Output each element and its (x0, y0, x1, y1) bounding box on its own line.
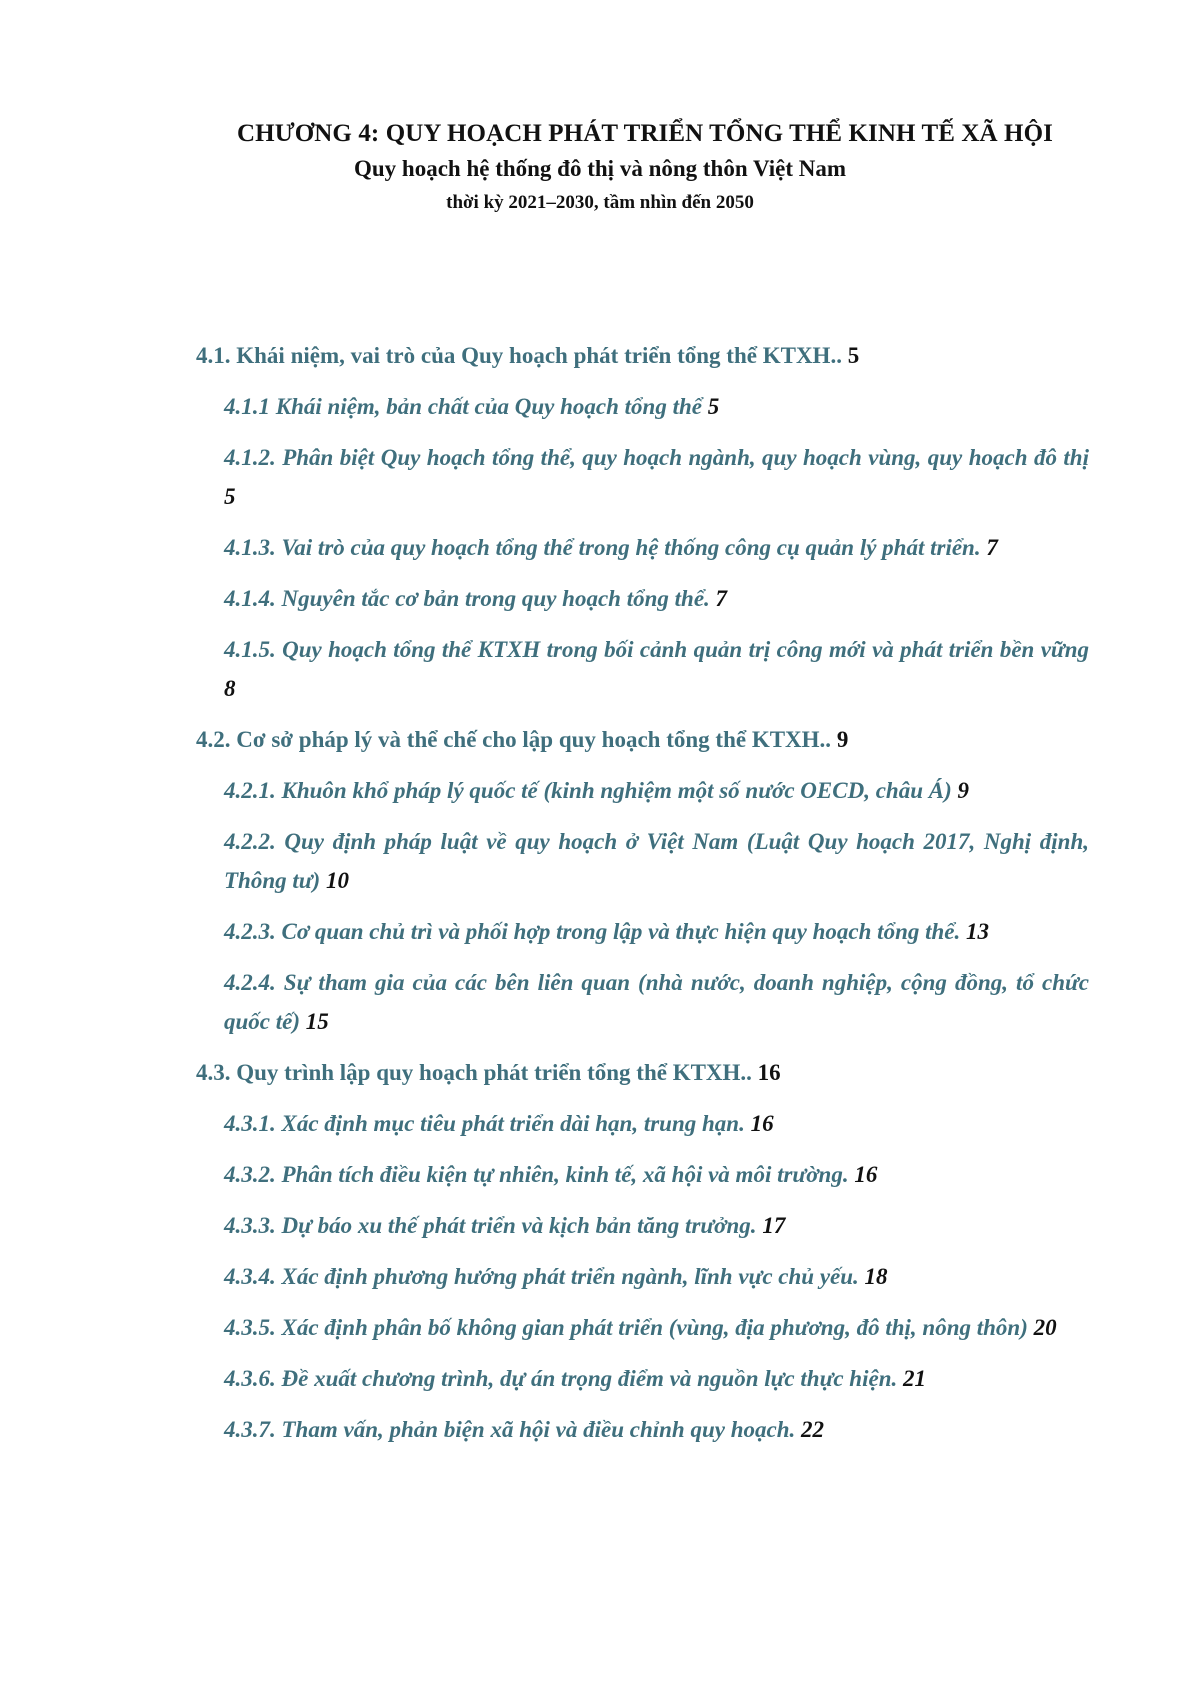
toc-entry-page: 20 (1033, 1315, 1057, 1340)
toc-entry-page: 22 (801, 1417, 824, 1442)
toc-entry[interactable] (196, 438, 1089, 516)
toc-entry[interactable] (196, 1257, 1089, 1296)
toc-entry[interactable] (196, 1206, 1089, 1245)
toc-entry-page: 10 (325, 868, 349, 893)
chapter-period: thời kỳ 2021–2030, tầm nhìn đến 2050 (446, 192, 754, 213)
toc-entry-page: 16 (750, 1111, 774, 1136)
toc-entry-text: 4.1.5. Quy hoạch tổng thể KTXH trong bối cảnh quản trị công mới và phát triển bền vững (224, 637, 1089, 662)
toc-entry-page: 16 (854, 1162, 878, 1187)
toc-entry[interactable] (196, 1359, 1089, 1398)
toc-entry-page: 5 (224, 484, 236, 509)
toc-entry-text: 4.2. Cơ sở pháp lý và thể chế cho lập quy hoạch tổng thể KTXH.. (196, 727, 832, 752)
toc-entry[interactable] (196, 336, 1089, 375)
toc-entry-text: 4.1.1 Khái niệm, bản chất của Quy hoạch tổng thể (224, 394, 702, 419)
toc-entry-page: 15 (305, 1009, 329, 1034)
toc-entry-page: 9 (957, 778, 969, 803)
toc-entry-text: 4.2.1. Khuôn khổ pháp lý quốc tế (kinh nghiệm một số nước OECD, châu Á) (224, 778, 952, 803)
toc-entry-page: 16 (757, 1060, 781, 1085)
toc-entry[interactable] (196, 387, 1089, 426)
toc-entry-page: 17 (762, 1213, 786, 1238)
toc-entry[interactable] (196, 1053, 1089, 1092)
toc-entry-text: 4.3.5. Xác định phân bố không gian phát triển (vùng, địa phương, đô thị, nông thôn) (224, 1315, 1028, 1340)
toc-entry[interactable] (196, 1410, 1089, 1449)
chapter-title: CHƯƠNG 4: QUY HOẠCH PHÁT TRIỂN TỔNG THỂ KINH TẾ XÃ HỘI (237, 120, 1053, 147)
toc-entry-page: 9 (836, 727, 849, 752)
toc-entry[interactable] (196, 1308, 1089, 1347)
toc-entry-text: 4.1.4. Nguyên tắc cơ bản trong quy hoạch tổng thể. (224, 586, 710, 611)
toc-entry-text: 4.2.4. Sự tham gia của các bên liên quan (nhà nước, doanh nghiệp, cộng đồng, tổ chức quốc tế) (224, 970, 1089, 1034)
toc-entry[interactable] (196, 579, 1089, 618)
toc-entry[interactable] (196, 1104, 1089, 1143)
toc-entry-text: 4.2.2. Quy định pháp luật về quy hoạch ở Việt Nam (Luật Quy hoạch 2017, Nghị định, Thông tư) (224, 829, 1089, 893)
toc-entry-text: 4.1.3. Vai trò của quy hoạch tổng thể trong hệ thống công cụ quản lý phát triển. (224, 535, 981, 560)
toc-entry-text: 4.1. Khái niệm, vai trò của Quy hoạch phát triển tổng thể KTXH.. (196, 343, 842, 368)
toc-entry[interactable] (196, 630, 1089, 708)
toc-entry[interactable] (196, 912, 1089, 951)
toc-entry-text: 4.3.4. Xác định phương hướng phát triển ngành, lĩnh vực chủ yếu. (224, 1264, 859, 1289)
toc-entry-text: 4.3.6. Đề xuất chương trình, dự án trọng điểm và nguồn lực thực hiện. (224, 1366, 898, 1391)
toc-entry-page: 21 (902, 1366, 926, 1391)
chapter-subtitle: Quy hoạch hệ thống đô thị và nông thôn Việt Nam (353, 156, 847, 181)
toc-entry-text: 4.3.3. Dự báo xu thế phát triển và kịch bản tăng trưởng. (224, 1213, 757, 1238)
toc-entry[interactable] (196, 822, 1089, 900)
toc-entry-text: 4.3. Quy trình lập quy hoạch phát triển tổng thể KTXH.. (196, 1060, 752, 1085)
toc-entry-page: 13 (966, 919, 990, 944)
toc-entry-text: 4.3.2. Phân tích điều kiện tự nhiên, kinh tế, xã hội và môi trường. (224, 1162, 849, 1187)
toc-entry[interactable] (196, 771, 1089, 810)
chapter-header (0, 120, 1200, 214)
toc-entry-page: 18 (864, 1264, 888, 1289)
toc-entry-text: 4.1.2. Phân biệt Quy hoạch tổng thể, quy hoạch ngành, quy hoạch vùng, quy hoạch đô thị (224, 445, 1089, 470)
toc-entry[interactable] (196, 963, 1089, 1041)
table-of-contents (196, 336, 1089, 1461)
toc-entry-page: 7 (715, 586, 728, 611)
toc-entry[interactable] (196, 528, 1089, 567)
toc-entry[interactable] (196, 1155, 1089, 1194)
toc-entry-page: 8 (224, 676, 236, 701)
toc-entry-text: 4.2.3. Cơ quan chủ trì và phối hợp trong lập và thực hiện quy hoạch tổng thể. (224, 919, 961, 944)
toc-entry-text: 4.3.7. Tham vấn, phản biện xã hội và điều chỉnh quy hoạch. (224, 1417, 796, 1442)
toc-entry-page: 5 (707, 394, 720, 419)
toc-entry-text: 4.3.1. Xác định mục tiêu phát triển dài hạn, trung hạn. (224, 1111, 745, 1136)
toc-entry[interactable] (196, 720, 1089, 759)
toc-entry-page: 5 (847, 343, 860, 368)
toc-entry-page: 7 (986, 535, 998, 560)
